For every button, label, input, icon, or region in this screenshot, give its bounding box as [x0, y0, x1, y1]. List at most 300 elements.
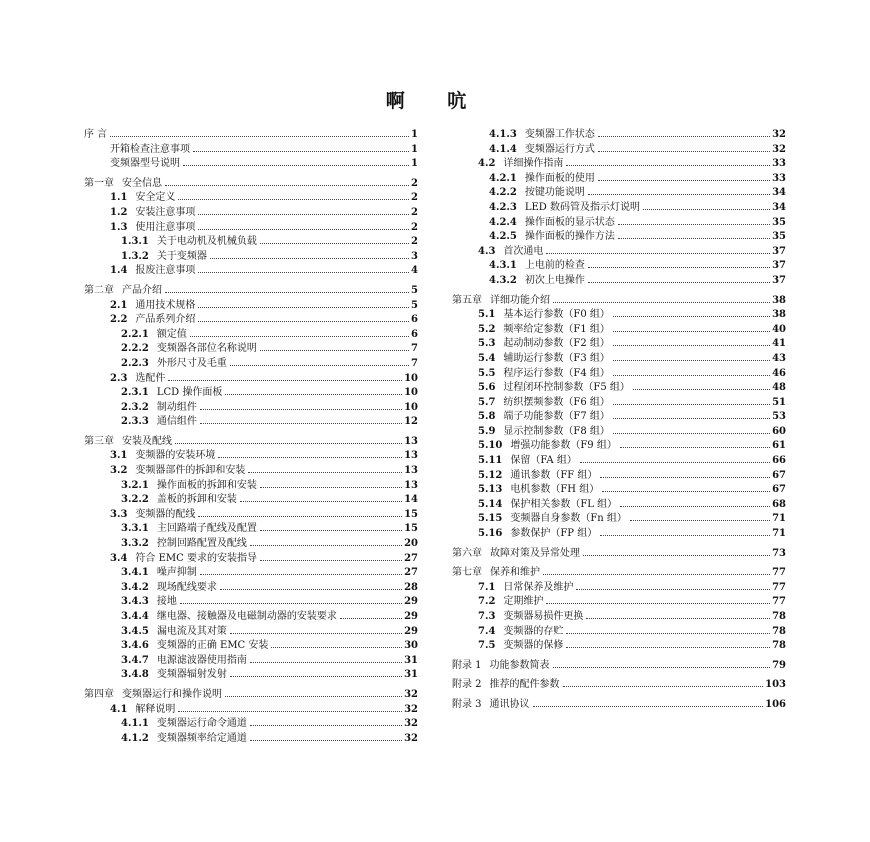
toc-dot-leader: [618, 224, 770, 225]
toc-page-number: 10: [404, 401, 418, 413]
toc-entry-label: 操作面板的拆卸和安装: [156, 479, 257, 491]
toc-dot-leader: [563, 686, 764, 687]
toc-entry-label: 变频器的存贮: [503, 625, 564, 637]
toc-entry-label: 初次上电操作: [524, 274, 585, 286]
toc-page-number: 15: [404, 508, 418, 520]
toc-entry-label: LED 数码管及指示灯说明: [524, 201, 640, 213]
toc-entry: [452, 527, 786, 542]
toc-dot-leader: [583, 555, 770, 556]
toc-entry-number: 3.4: [110, 552, 128, 564]
toc-entry-number: 3.4.4: [121, 611, 149, 622]
toc-entry: [452, 259, 786, 274]
toc-page-number: 6: [411, 328, 418, 340]
toc-entry: [84, 328, 418, 343]
toc-entry-number: 4.2.5: [489, 231, 517, 243]
toc-entry-label: 频率给定参数（F1 组）: [503, 323, 610, 335]
toc-entry-number: 5.11: [478, 455, 503, 467]
toc-entry: [452, 230, 786, 245]
toc-dot-leader: [190, 336, 409, 337]
toc-entry-label: 上电前的检查: [524, 260, 585, 272]
toc-page-number: 77: [772, 567, 786, 579]
toc-page-number: 14: [404, 494, 418, 506]
toc-page-number: 31: [404, 669, 418, 681]
toc-entry: [84, 508, 418, 523]
toc-entry-label: 日常保养及维护: [503, 581, 574, 593]
toc-dot-leader: [630, 520, 770, 521]
toc-entry-number: 5.7: [478, 396, 496, 408]
toc-entry: [84, 372, 418, 387]
toc-entry: [452, 216, 786, 231]
toc-entry-label: 变频器频率给定通道: [156, 732, 247, 744]
toc-dot-leader: [613, 331, 770, 332]
toc-entry-number: 3.1: [110, 450, 128, 462]
toc-entry-label: 故障对策及异常处理: [490, 547, 580, 559]
toc-entry: [452, 547, 786, 562]
toc-entry-label: 推荐的配件参数: [489, 679, 560, 691]
toc-page-number: 34: [772, 187, 786, 199]
toc-entry: [452, 483, 786, 498]
toc-entry-number: 1.3.2: [121, 250, 149, 262]
toc-entry-label: 盖板的拆卸和安装: [156, 494, 237, 506]
toc-entry-number: 5.8: [478, 411, 496, 423]
toc-entry-number: 5.14: [478, 498, 503, 510]
toc-page-number: 2: [411, 192, 418, 204]
toc-entry-label: 使用注意事项: [135, 221, 196, 233]
toc-entry-label: 保养和维护: [490, 567, 540, 579]
toc-entry-number: 3.4.1: [121, 567, 149, 579]
toc-entry-number: 1.4: [110, 265, 128, 277]
toc-entry-number: 5.15: [478, 513, 503, 525]
toc-dot-leader: [248, 472, 402, 473]
toc-page-number: 37: [772, 245, 786, 257]
toc-dot-leader: [198, 214, 409, 215]
toc-entry-number: 5.5: [478, 367, 496, 379]
toc-entry-number: 第五章: [452, 294, 482, 306]
toc-entry-label: 通讯协议: [489, 698, 530, 710]
toc-dot-leader: [576, 589, 770, 590]
toc-entry-number: 3.3.1: [121, 523, 149, 535]
toc-entry-label: 产品系列介绍: [135, 314, 196, 326]
toc-entry: [84, 732, 418, 747]
toc-entry-number: 5.16: [478, 528, 503, 540]
toc-entry-label: 保留（FA 组）: [510, 455, 577, 467]
toc-dot-leader: [260, 350, 409, 351]
toc-entry-number: 第一章: [84, 177, 114, 189]
toc-entry-number: 4.1.2: [121, 732, 149, 744]
toc-entry-label: 定期维护: [503, 596, 544, 608]
toc-entry-number: 1.1: [110, 192, 128, 204]
toc-page-number: 2: [411, 177, 418, 189]
toc-dot-leader: [546, 603, 770, 604]
toc-entry-label: 纺织摆频参数（F6 组）: [503, 396, 610, 408]
toc-entry: [452, 454, 786, 469]
toc-entry-number: 7.5: [478, 640, 496, 652]
toc-entry-label: 操作面板的显示状态: [524, 216, 615, 228]
toc-entry-number: 4.2: [478, 158, 496, 170]
toc-entry-number: 2.2.3: [121, 357, 149, 369]
toc-dot-leader: [598, 180, 770, 181]
toc-entry: [452, 610, 786, 625]
toc-entry-number: 3.3.2: [121, 538, 149, 550]
toc-entry-number: 第三章: [84, 435, 114, 447]
toc-entry-number: 5.2: [478, 323, 496, 335]
toc-page-number: 46: [772, 367, 786, 379]
toc-dot-leader: [613, 316, 770, 317]
toc-entry-label: 端子功能参数（F7 组）: [503, 411, 610, 423]
toc-entry-label: 变频器型号说明: [110, 158, 180, 170]
toc-entry-label: 变频器运行和操作说明: [122, 688, 222, 700]
toc-dot-leader: [210, 258, 409, 259]
toc-entry: [84, 435, 418, 450]
toc-entry: [452, 396, 786, 411]
toc-entry-label: 控制回路配置及配线: [156, 538, 247, 550]
toc-dot-leader: [271, 647, 402, 648]
toc-entry-label: 过程闭环控制参数（F5 组）: [503, 382, 630, 394]
toc-entry: [84, 717, 418, 732]
toc-entry-label: 基本运行参数（F0 组）: [503, 309, 610, 321]
toc-page-number: 7: [411, 357, 418, 369]
toc-entry: [452, 157, 786, 172]
toc-entry: [452, 439, 786, 454]
toc-entry-label: 额定值: [156, 328, 187, 340]
toc-page-number: 2: [411, 221, 418, 233]
toc-page-number: 13: [404, 450, 418, 462]
toc-entry: [452, 172, 786, 187]
toc-entry-number: 3.4.8: [121, 669, 149, 681]
toc-dot-leader: [643, 209, 770, 210]
toc-entry: [452, 639, 786, 654]
toc-dot-leader: [220, 589, 402, 590]
toc-dot-leader: [613, 418, 770, 419]
toc-page-number: 2: [411, 236, 418, 248]
toc-dot-leader: [218, 457, 402, 458]
toc-dot-leader: [230, 633, 402, 634]
toc-entry-number: 3.4.3: [121, 596, 149, 608]
toc-page-number: 60: [772, 425, 786, 437]
toc-entry: [84, 386, 418, 401]
toc-entry-number: 1.3: [110, 221, 128, 233]
toc-page-number: 38: [772, 294, 786, 306]
toc-entry-number: 附录 3: [452, 698, 482, 710]
toc-entry-label: 安装注意事项: [135, 206, 196, 218]
toc-dot-leader: [613, 345, 770, 346]
toc-entry-label: 安全定义: [135, 192, 176, 204]
toc-page-number: 35: [772, 216, 786, 228]
toc-entry-label: 通信组件: [156, 416, 197, 428]
toc-right-column: [452, 128, 786, 713]
toc-page-number: 67: [772, 469, 786, 481]
toc-entry: [84, 342, 418, 357]
toc-dot-leader: [110, 136, 409, 137]
toc-entry: [452, 274, 786, 289]
toc-entry-number: 4.3: [478, 245, 496, 257]
toc-page-number: 6: [411, 314, 418, 326]
toc-dot-leader: [340, 618, 402, 619]
toc-page-number: 28: [404, 581, 418, 593]
toc-dot-leader: [533, 706, 764, 707]
toc-dot-leader: [180, 603, 402, 604]
toc-dot-leader: [250, 725, 402, 726]
toc-dot-leader: [250, 740, 402, 741]
toc-page-number: 20: [404, 538, 418, 550]
toc-entry: [452, 625, 786, 640]
toc-entry: [84, 581, 418, 596]
toc-entry-label: 操作面板的操作方法: [524, 231, 615, 243]
toc-entry: [452, 245, 786, 260]
toc-page-number: 78: [772, 625, 786, 637]
toc-page-number: 41: [772, 338, 786, 350]
toc-page-number: 13: [404, 479, 418, 491]
toc-page-number: 37: [772, 274, 786, 286]
toc-dot-leader: [613, 404, 770, 405]
toc-dot-leader: [618, 238, 770, 239]
toc-entry-number: 7.4: [478, 625, 496, 637]
toc-entry: [452, 308, 786, 323]
toc-entry-label: 显示控制参数（F8 组）: [503, 425, 610, 437]
toc-entry: [84, 128, 418, 143]
toc-entry: [452, 143, 786, 158]
toc-entry: [452, 425, 786, 440]
toc-entry: [84, 143, 418, 158]
toc-entry-number: 2.3.2: [121, 401, 149, 413]
toc-page-number: 13: [404, 435, 418, 447]
toc-entry-number: 附录 1: [452, 659, 482, 671]
toc-entry: [452, 581, 786, 596]
toc-entry-number: 2.1: [110, 299, 128, 311]
page-title: 啊 吭: [385, 90, 485, 112]
toc-entry: [452, 381, 786, 396]
toc-page-number: 43: [772, 352, 786, 364]
toc-entry: [452, 512, 786, 527]
toc-dot-leader: [198, 516, 402, 517]
toc-page-number: 106: [765, 698, 786, 710]
toc-page-number: 51: [772, 396, 786, 408]
toc-page-number: 27: [404, 567, 418, 579]
toc-entry-number: 5.4: [478, 352, 496, 364]
toc-page-number: 53: [772, 411, 786, 423]
toc-dot-leader: [620, 506, 770, 507]
toc-dot-leader: [240, 501, 402, 502]
toc-entry-number: 5.6: [478, 382, 496, 394]
toc-entry-number: 4.2.4: [489, 216, 517, 228]
toc-entry-number: 3.4.6: [121, 640, 149, 652]
toc-entry-label: 继电器、接触器及电磁制动器的安装要求: [156, 611, 337, 622]
toc-page-number: 5: [411, 299, 418, 311]
toc-entry-number: 7.1: [478, 581, 496, 593]
toc-dot-leader: [198, 229, 409, 230]
toc-entry-label: 变频器的安装环境: [135, 450, 216, 462]
toc-dot-leader: [178, 199, 409, 200]
toc-entry: [452, 352, 786, 367]
toc-page-number: 71: [772, 513, 786, 525]
toc-entry-label: 功能参数简表: [489, 659, 550, 671]
toc-page-number: 33: [772, 172, 786, 184]
toc-entry: [452, 323, 786, 338]
toc-entry-label: 变频器自身参数（Fn 组）: [510, 513, 627, 525]
toc-page-number: 34: [772, 201, 786, 213]
toc-page-number: 13: [404, 465, 418, 477]
toc-entry: [452, 566, 786, 581]
toc-entry-number: 7.3: [478, 611, 496, 622]
toc-page-number: 1: [411, 158, 418, 170]
toc-entry: [452, 201, 786, 216]
toc-entry-number: 7.2: [478, 596, 496, 608]
toc-entry: [84, 479, 418, 494]
toc-page-number: 37: [772, 260, 786, 272]
toc-entry: [452, 469, 786, 484]
toc-dot-leader: [543, 574, 770, 575]
toc-dot-leader: [566, 633, 770, 634]
toc-dot-leader: [588, 194, 770, 195]
toc-page-number: 32: [772, 129, 786, 140]
toc-page-number: 30: [404, 640, 418, 652]
toc-entry-number: 第四章: [84, 688, 114, 700]
toc-entry-label: 辅助运行参数（F3 组）: [503, 352, 610, 364]
toc-entry: [452, 367, 786, 382]
toc-dot-leader: [553, 302, 770, 303]
toc-page-number: 1: [411, 129, 418, 140]
toc-entry-label: 漏电流及其对策: [156, 625, 227, 637]
toc-entry: [452, 678, 786, 693]
toc-entry: [84, 464, 418, 479]
toc-entry-label: 变频器易损件更换: [503, 611, 584, 622]
toc-entry-number: 2.2.1: [121, 328, 149, 340]
toc-entry-number: 2.2: [110, 314, 128, 326]
toc-entry-number: 2.3.1: [121, 387, 149, 399]
toc-entry-number: 5.10: [478, 440, 503, 452]
toc-dot-leader: [165, 185, 409, 186]
toc-entry-label: 选配件: [135, 372, 166, 384]
toc-entry: [84, 522, 418, 537]
toc-entry-label: LCD 操作面板: [156, 387, 223, 399]
toc-dot-leader: [566, 165, 770, 166]
toc-entry: [452, 294, 786, 309]
toc-entry-label: 起动制动参数（F2 组）: [503, 338, 610, 350]
toc-entry-label: 增强功能参数（F9 组）: [510, 440, 617, 452]
toc-page-number: 78: [772, 611, 786, 622]
toc-entry: [452, 498, 786, 513]
toc-entry-number: 2.3.3: [121, 416, 149, 428]
toc-entry: [84, 668, 418, 683]
toc-page-number: 32: [404, 718, 418, 730]
toc-entry-label: 外形尺寸及毛重: [156, 357, 227, 369]
toc-dot-leader: [193, 151, 409, 152]
toc-dot-leader: [633, 389, 770, 390]
toc-page-number: 67: [772, 484, 786, 496]
toc-dot-leader: [260, 560, 402, 561]
toc-entry-number: 1.2: [110, 206, 128, 218]
toc-dot-leader: [225, 696, 402, 697]
toc-entry: [84, 610, 418, 625]
toc-dot-leader: [613, 433, 770, 434]
toc-entry-label: 符合 EMC 要求的安装指导: [135, 552, 257, 564]
toc-page-number: 12: [404, 416, 418, 428]
toc-entry: [452, 698, 786, 713]
toc-entry: [84, 250, 418, 265]
toc-entry: [84, 703, 418, 718]
toc-entry-label: 详细功能介绍: [490, 294, 550, 306]
toc-entry-number: 4.3.1: [489, 260, 517, 272]
toc-entry-number: 3.4.2: [121, 581, 149, 593]
toc-page-number: 10: [404, 387, 418, 399]
toc-entry-label: 开箱检查注意事项: [110, 143, 190, 155]
toc-entry-number: 5.12: [478, 469, 503, 481]
toc-page-number: 38: [772, 309, 786, 321]
toc-entry-number: 第七章: [452, 567, 482, 579]
toc-entry: [84, 264, 418, 279]
toc-dot-leader: [260, 487, 402, 488]
toc-entry-label: 电源滤波器使用指南: [156, 654, 247, 666]
toc-entry-number: 5.13: [478, 484, 503, 496]
toc-dot-leader: [260, 243, 409, 244]
toc-entry: [84, 221, 418, 236]
toc-page-number: 29: [404, 625, 418, 637]
toc-dot-leader: [600, 477, 770, 478]
toc-entry-number: 5.9: [478, 425, 496, 437]
toc-page-number: 35: [772, 231, 786, 243]
toc-entry-number: 5.3: [478, 338, 496, 350]
toc-entry: [452, 186, 786, 201]
toc-entry: [84, 401, 418, 416]
toc-entry-number: 4.2.2: [489, 187, 517, 199]
toc-page-number: 15: [404, 523, 418, 535]
toc-entry: [452, 337, 786, 352]
toc-dot-leader: [598, 151, 770, 152]
toc-dot-leader: [250, 545, 402, 546]
toc-page-number: 29: [404, 596, 418, 608]
toc-page-number: 29: [404, 611, 418, 622]
toc-dot-leader: [588, 282, 770, 283]
toc-page-number: 4: [411, 265, 418, 277]
toc-entry-number: 附录 2: [452, 679, 482, 691]
toc-entry-label: 变频器部件的拆卸和安装: [135, 465, 246, 477]
toc-entry-label: 制动组件: [156, 401, 197, 413]
toc-entry-label: 详细操作指南: [503, 158, 564, 170]
toc-entry-label: 接地: [156, 596, 177, 608]
toc-entry-label: 变频器辐射发射: [156, 669, 227, 681]
toc-entry: [84, 415, 418, 430]
toc-entry: [84, 206, 418, 221]
toc-entry: [84, 177, 418, 192]
toc-page-number: 31: [404, 654, 418, 666]
toc-entry-label: 现场配线要求: [156, 581, 217, 593]
toc-entry-label: 报废注意事项: [135, 265, 196, 277]
toc-dot-leader: [200, 423, 402, 424]
toc-dot-leader: [588, 267, 770, 268]
toc-entry-label: 噪声抑制: [156, 567, 197, 579]
toc-entry: [84, 157, 418, 172]
toc-dot-leader: [183, 165, 409, 166]
toc-entry: [84, 625, 418, 640]
toc-page-number: 32: [404, 732, 418, 744]
toc-entry: [84, 552, 418, 567]
toc-dot-leader: [546, 253, 770, 254]
toc-entry-label: 变频器的保修: [503, 640, 564, 652]
toc-page-number: 40: [772, 323, 786, 335]
toc-dot-leader: [225, 394, 402, 395]
toc-page-number: 78: [772, 640, 786, 652]
toc-page-number: 32: [772, 143, 786, 155]
toc-entry: [84, 493, 418, 508]
toc-dot-leader: [620, 447, 770, 448]
toc-entry: [84, 566, 418, 581]
toc-entry: [84, 357, 418, 372]
toc-dot-leader: [602, 491, 770, 492]
toc-dot-leader: [613, 360, 770, 361]
toc-entry-label: 变频器运行方式: [524, 143, 595, 155]
toc-page-number: 10: [404, 372, 418, 384]
toc-entry-number: 2.3: [110, 372, 128, 384]
